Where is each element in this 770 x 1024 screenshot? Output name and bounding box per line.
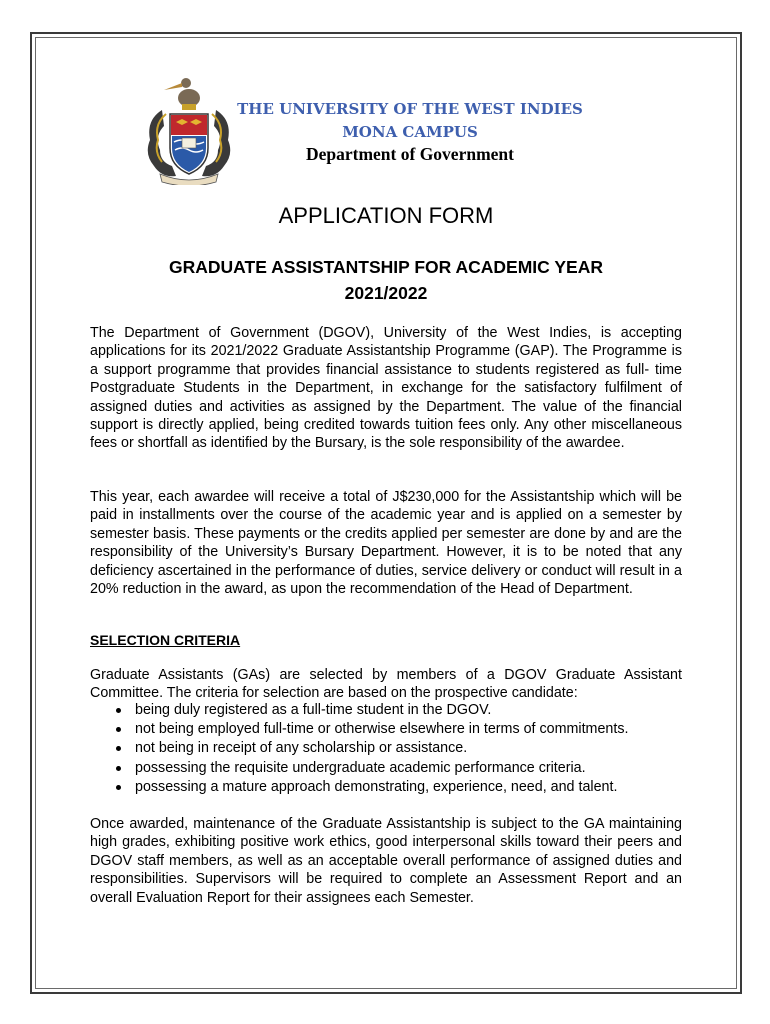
list-item — [90, 720, 690, 739]
criteria-text: possessing the requisite undergraduate academic performance criteria. — [135, 759, 586, 776]
bullet-icon — [116, 766, 121, 771]
bullet-icon — [116, 727, 121, 732]
university-name: THE UNIVERSITY OF THE WEST INDIES — [237, 100, 583, 118]
form-subtitle-line1: GRADUATE ASSISTANTSHIP FOR ACADEMIC YEAR — [169, 257, 603, 277]
maintenance-paragraph: Once awarded, maintenance of the Graduate Assistantship is subject to the GA maintaining high grades, exhibiting positive work ethics, good interpersonal skills toward their peers and DGOV staff members, as well as an acceptable overall performance of assigned duties and responsibilities. Supervisors will be required to complete an Assessment Report and an overall Evaluation Report for their assignees each Semester. — [90, 816, 682, 906]
criteria-list — [90, 701, 690, 797]
selection-criteria-heading: SELECTION CRITERIA — [90, 632, 241, 648]
form-title: APPLICATION FORM — [278, 203, 494, 228]
criteria-text: not being in receipt of any scholarship or assistance. — [135, 740, 468, 757]
list-item — [90, 778, 690, 797]
bullet-icon — [116, 785, 121, 790]
form-subtitle-line2: 2021/2022 — [344, 283, 428, 303]
award-paragraph: This year, each awardee will receive a total of J$230,000 for the Assistantship which will be paid in installments over the course of the academic year and is applied on a semester by semester basis. These payments or the credits applied per semester are done by and are the responsibility of the University’s Bursary Department. However, it is to be noted that any deficiency ascertained in the performance of duties, service delivery or conduct will result in a 20% reduction in the award, as upon the recommendation of the Head of Department. — [90, 489, 682, 598]
criteria-text: possessing a mature approach demonstrating, experience, need, and talent. — [135, 778, 618, 795]
list-item — [90, 701, 690, 720]
criteria-text: not being employed full-time or otherwise elsewhere in terms of commitments. — [135, 721, 629, 738]
bullet-icon — [116, 708, 121, 713]
list-item — [90, 739, 690, 758]
list-item — [90, 759, 690, 778]
intro-paragraph: The Department of Government (DGOV), University of the West Indies, is accepting applications for its 2021/2022 Graduate Assistantship Programme (GAP). The Programme is a support programme that provides financial assistance to students registered as full- time Postgraduate Students in the Department, in exchange for the satisfactory fulfilment of assigned duties and activities as assigned by the Department. The value of the financial support is directly applied, being credited towards tuition fees only. Any other miscellaneous fees or shortfall as identified by the Bursary, is the sole responsibility of the awardee. — [90, 325, 682, 452]
criteria-text: being duly registered as a full-time student in the DGOV. — [135, 702, 492, 718]
selection-intro-paragraph: Graduate Assistants (GAs) are selected by members of a DGOV Graduate Assistant Committee. The criteria for selection are based on the prospective candidate: — [90, 667, 682, 702]
campus-name: MONA CAMPUS — [342, 123, 478, 141]
department-name: Department of Government — [305, 144, 514, 164]
bullet-icon — [116, 746, 121, 751]
